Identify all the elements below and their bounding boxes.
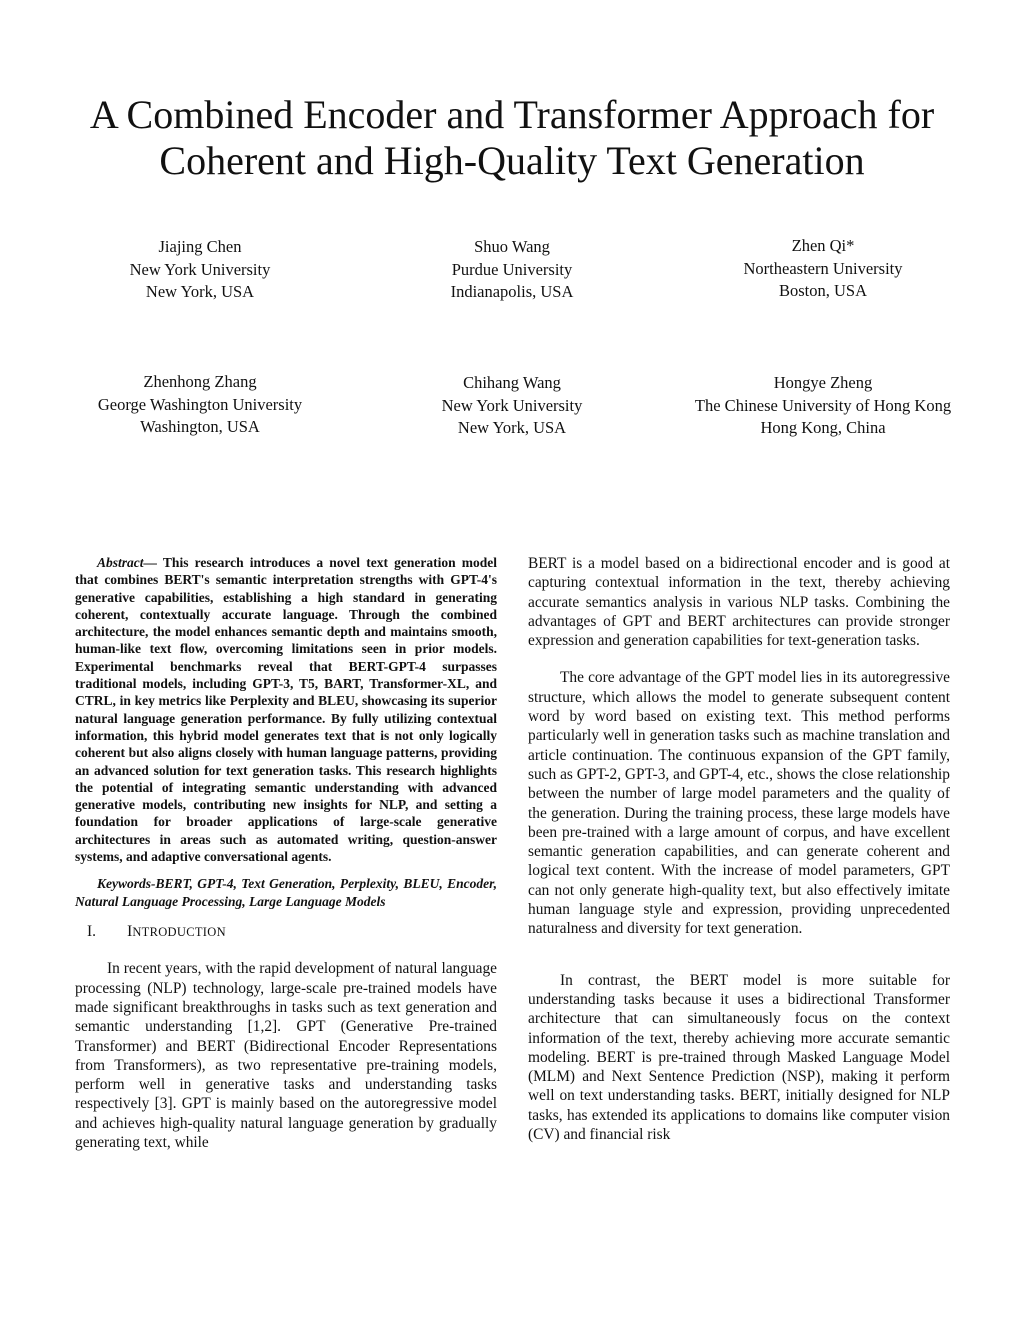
- body-paragraph: The core advantage of the GPT model lies in its autoregressive structure, which allows the model to generate subsequent content word by word based on existing text. This method performs particularly well in generation tasks such as machine translation and article continuation. The continuous expansion of the GPT family, such as GPT-2, GPT-3, and GPT-4, etc., shows the close relationship between the number of large model parameters and the quality of the generation. During the training process, these large models have been pre-trained with a large amount of corpus, and have excellent semantic generation capabilities, and can generate coherent and logical text content. With the increase of model parameters, GPT can not only generate high-quality text, but also effectively imitate human language style and expression, providing unprecedented naturalness and diversity for text generation.: [528, 669, 950, 938]
- author-name: Shuo Wang: [474, 237, 550, 256]
- body-paragraph: In contrast, the BERT model is more suitable for understanding tasks because it uses a bidirectional Transformer architecture that can simultaneously focus on the context information of the text, thereby achieving more accurate semantic modeling. BERT is pre-trained through Masked Language Model (MLM) and Next Sentence Prediction (NSP), making it perform well on text understanding tasks. BERT, initially designed for NLP tasks, has extended its applications to domains like computer vision (CV) and financial risk: [528, 971, 950, 1144]
- author-block: [362, 236, 662, 304]
- paper-title: [40, 92, 984, 184]
- title-line-2: Coherent and High-Quality Text Generation: [159, 138, 865, 183]
- author-location: Washington, USA: [140, 417, 260, 436]
- author-location: New York, USA: [457, 418, 567, 437]
- author-name: Zhenhong Zhang: [143, 372, 257, 391]
- abstract-text: This research introduces a novel text generation model that combines BERT's semantic interpretation strengths with GPT-4's generative capabilities, establishing a high standard in generating coherent, contextually accurate language. Through the combined architecture, the model enhances semantic depth and maintains smooth, human-like text flow, overcoming limitations seen in prior models. Experimental benchmarks reveal that BERT-GPT-4 surpasses traditional models, including GPT-3, T5, BART, Transformer-XL, and CTRL, in key metrics like Perplexity and BLEU, showcasing its superior natural language generation performance. By fully utilizing contextual information, this hybrid model generates text that is not only logically coherent but also aligns closely with human language patterns, providing an advanced solution for text generation tasks. This research highlights the potential of integrating semantic understanding with advanced generative models, contributing new insights for NLP, and setting a foundation for broader applications of large-scale generative architectures in areas such as automated writing, question-answer systems, and adaptive conversational agents.: [75, 555, 497, 865]
- author-name: Zhen Qi*: [791, 236, 855, 255]
- author-block: [662, 372, 984, 440]
- body-paragraph: BERT is a model based on a bidirectional encoder and is good at capturing contextual information in the text, thereby achieving accurate semantics analysis in various NLP tasks. Combining the advantages of GPT and BERT architectures can provide stronger expression and generation capabilities for text-generation tasks.: [528, 555, 950, 650]
- author-affiliation: New York University: [441, 395, 583, 415]
- author-name: Hongye Zheng: [773, 373, 873, 392]
- author-affiliation: New York University: [129, 259, 271, 279]
- abstract-label: Abstract—: [97, 555, 158, 570]
- abstract: [75, 554, 497, 865]
- left-column: [75, 554, 497, 1152]
- author-block: [50, 236, 350, 304]
- author-location: Hong Kong, China: [760, 418, 886, 437]
- author-block: [362, 372, 662, 440]
- author-block: [50, 371, 350, 439]
- author-affiliation: The Chinese University of Hong Kong: [694, 395, 952, 415]
- author-name: Jiajing Chen: [158, 237, 242, 256]
- author-affiliation: Northeastern University: [743, 258, 903, 278]
- author-block: [673, 235, 973, 303]
- intro-paragraph: In recent years, with the rapid development of natural language processing (NLP) technology, large-scale pre-trained models have made significant breakthroughs in tasks such as text generation and semantic understanding [1,2]. GPT (Generative Pre-trained Transformer) and BERT (Bidirectional Encoder Representations from Transformers), as two representative pre-training models, perform well in generative tasks and understanding tasks respectively [3]. GPT is mainly based on the autoregressive model and achieves high-quality natural language generation by gradually generating text, while: [75, 960, 497, 1152]
- author-location: New York, USA: [145, 282, 255, 301]
- author-location: Boston, USA: [778, 281, 868, 300]
- right-column: [528, 554, 950, 1144]
- keywords: Keywords-BERT, GPT-4, Text Generation, Perplexity, BLEU, Encoder, Natural Language Processing, Large Language Models: [75, 876, 497, 910]
- author-affiliation: Purdue University: [451, 259, 573, 279]
- author-name: Chihang Wang: [463, 373, 561, 392]
- author-location: Indianapolis, USA: [450, 282, 574, 301]
- section-number: I.: [87, 923, 97, 941]
- section-title-initial: I: [127, 923, 133, 941]
- author-affiliation: George Washington University: [97, 394, 303, 414]
- title-line-1: A Combined Encoder and Transformer Approach for: [89, 92, 935, 137]
- section-heading-introduction: [87, 921, 497, 943]
- section-title-rest: NTRODUCTION: [132, 925, 226, 940]
